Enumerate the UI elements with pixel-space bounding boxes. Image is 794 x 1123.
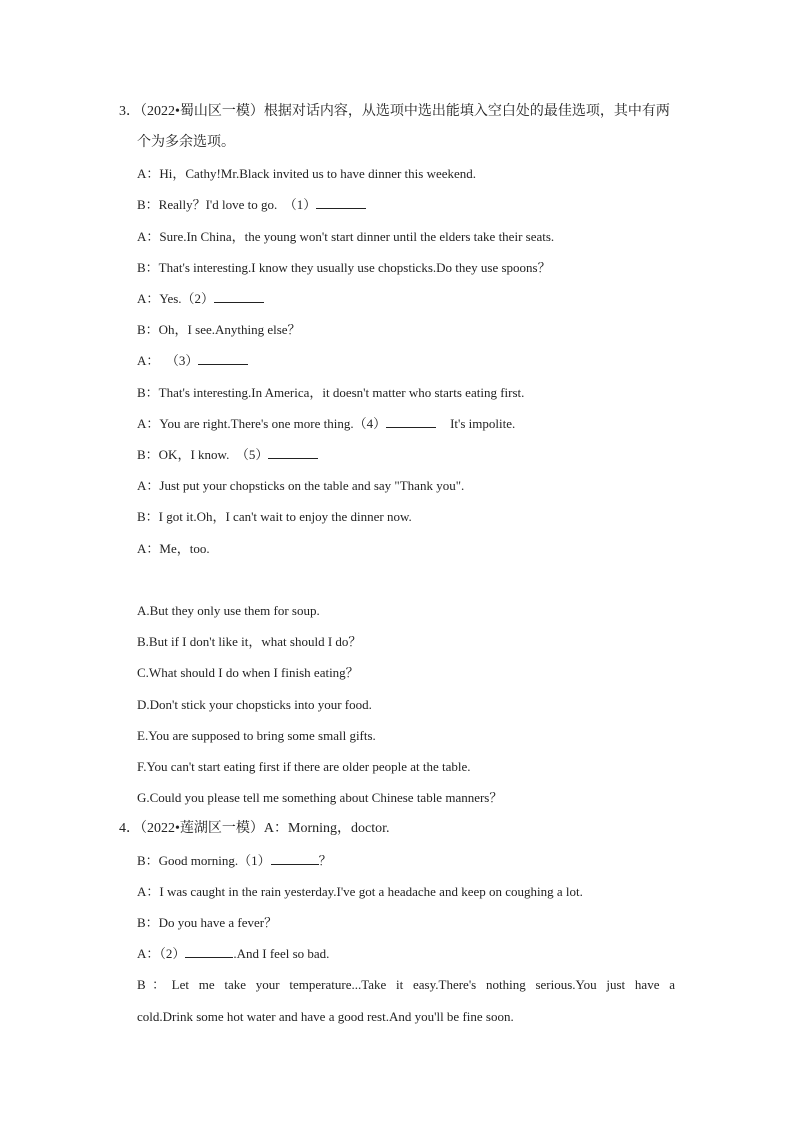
q3-option: B.But if I don't like it，what should I do？	[137, 634, 362, 649]
q3-dialogue-line	[137, 290, 264, 308]
q4-dialogue-text: A：（2）	[137, 946, 186, 961]
answer-blank[interactable]	[386, 415, 436, 428]
q4-dialogue-line	[137, 852, 332, 870]
q3-dialogue-line: A：Just put your chopsticks on the table and say "Thank you".	[137, 478, 465, 493]
q3-dialogue-text: A：You are right.There's one more thing.（4）	[137, 416, 387, 431]
q3-heading-line1: 3．（2022•蜀山区一模）根据对话内容，从选项中选出能填入空白处的最佳选项，其中有两	[119, 104, 670, 119]
q3-dialogue-text: B：OK，I know. （5）	[137, 447, 269, 462]
q3-dialogue-text: B：Really？I'd love to go. （1）	[137, 197, 317, 212]
q3-dialogue-line	[137, 196, 366, 214]
q3-dialogue-tail: It's impolite.	[450, 416, 516, 431]
q4-heading: 4．（2022•莲湖区一模）A：Morning，doctor.	[119, 821, 390, 836]
q3-option: A.But they only use them for soup.	[137, 603, 320, 618]
answer-blank[interactable]	[271, 852, 319, 865]
q3-dialogue-line: B：That's interesting.I know they usually use chopsticks.Do they use spoons？	[137, 260, 551, 275]
q4-dialogue-line: cold.Drink some hot water and have a good rest.And you'll be fine soon.	[137, 1009, 514, 1024]
q4-dialogue-line: B：Do you have a fever？	[137, 915, 278, 930]
q3-dialogue-line: A：Sure.In China，the young won't start dinner until the elders take their seats.	[137, 229, 555, 244]
q4-dialogue-line: B：Let me take your temperature...Take it easy.There's nothing serious.You just have a	[137, 977, 675, 992]
q3-option: F.You can't start eating first if there are older people at the table.	[137, 759, 471, 774]
answer-blank[interactable]	[214, 290, 264, 303]
q3-dialogue-text: A：Yes.（2）	[137, 291, 215, 306]
q3-option: D.Don't stick your chopsticks into your food.	[137, 697, 372, 712]
q3-dialogue-line: B：That's interesting.In America，it doesn't matter who starts eating first.	[137, 385, 525, 400]
q4-dialogue-tail: ？	[318, 853, 332, 868]
q3-dialogue-line	[137, 352, 248, 370]
q3-option: E.You are supposed to bring some small gifts.	[137, 728, 376, 743]
answer-blank[interactable]	[198, 352, 248, 365]
q3-dialogue-text: A： （3）	[137, 353, 199, 368]
q3-dialogue-line	[137, 415, 515, 433]
q4-dialogue-tail: .And I feel so bad.	[233, 946, 330, 961]
q4-dialogue-line: A：I was caught in the rain yesterday.I've got a headache and keep on coughing a lot.	[137, 884, 583, 899]
q3-dialogue-line	[137, 446, 318, 464]
answer-blank[interactable]	[268, 446, 318, 459]
q3-dialogue-line: B：I got it.Oh，I can't wait to enjoy the dinner now.	[137, 509, 412, 524]
q3-dialogue-line: A：Hi，Cathy!Mr.Black invited us to have dinner this weekend.	[137, 166, 477, 181]
q3-dialogue-line: B：Oh，I see.Anything else？	[137, 322, 301, 337]
q3-option: G.Could you please tell me something about Chinese table manners？	[137, 790, 503, 805]
q3-option: C.What should I do when I finish eating？	[137, 665, 359, 680]
q3-dialogue-line: A：Me，too.	[137, 541, 210, 556]
q3-heading-line2: 个为多余选项。	[137, 135, 235, 150]
q4-dialogue-text: B：Good morning.（1）	[137, 853, 271, 868]
answer-blank[interactable]	[185, 945, 233, 958]
q4-dialogue-line	[137, 945, 329, 963]
answer-blank[interactable]	[316, 196, 366, 209]
